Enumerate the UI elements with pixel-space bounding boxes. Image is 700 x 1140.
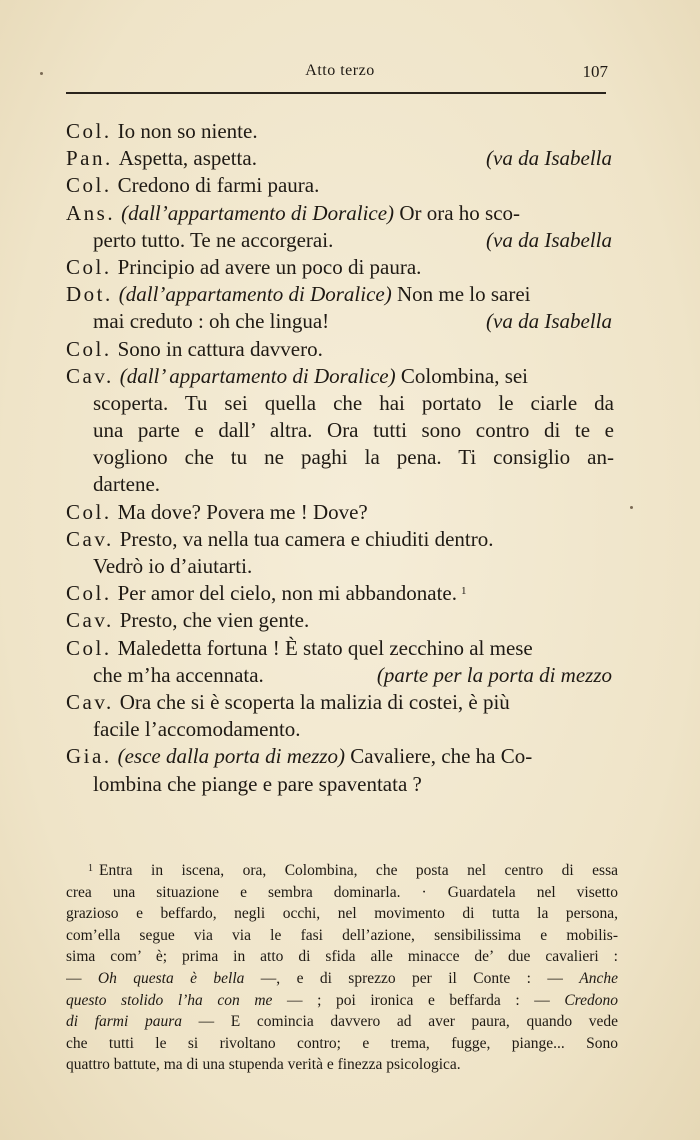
line-text: Cavaliere, che ha Co- — [345, 744, 533, 769]
dialogue-text — [66, 118, 614, 798]
line-text: Non me lo sarei — [391, 282, 531, 307]
line-text: Presto, che vien gente. — [119, 608, 310, 633]
speaker-name: Col. — [66, 499, 112, 524]
speaker-name: Col. — [66, 581, 112, 606]
dialogue-line — [66, 390, 614, 417]
dialogue-line — [66, 281, 614, 308]
line-text: Credono di farmi paura. — [117, 173, 320, 198]
footnote-text: quattro battute, ma di una stupenda verità e finezza psicologica. — [66, 1056, 461, 1074]
stage-direction: (dall’appartamento di Doralice) — [118, 282, 392, 307]
speaker-name: Col. — [66, 635, 112, 660]
dialogue-line — [66, 172, 614, 199]
running-title: Atto terzo — [305, 62, 375, 79]
line-text: scoperta. Tu sei quella che hai portato le ciarle da — [93, 390, 614, 415]
speaker-name: Gia. — [66, 744, 112, 769]
line-text: perto tutto. Te ne accorgerai. — [93, 227, 334, 252]
line-text: Or ora ho sco- — [394, 200, 521, 225]
footnote-line — [66, 990, 618, 1012]
stage-direction: (dall’appartamento di Doralice) — [121, 200, 395, 225]
footnote-line — [66, 1033, 618, 1055]
dialogue-line — [66, 200, 614, 227]
footnote-reference: 1 — [461, 585, 467, 598]
line-text: dartene. — [93, 472, 161, 497]
speaker-name: Col. — [66, 254, 112, 279]
speaker-name: Cav. — [66, 526, 114, 551]
header-rule — [66, 92, 606, 94]
line-text: Presto, va nella tua camera e chiuditi dentro. — [119, 526, 494, 551]
page-number: 107 — [582, 62, 608, 81]
exit-direction: (va da Isabella — [486, 227, 612, 252]
footnote-line — [66, 860, 618, 882]
footnote-line — [66, 882, 618, 904]
dialogue-line — [66, 254, 614, 281]
footnote-text: sima com’ è; prima in atto di sfida alle minacce de’ due cavalieri : — [66, 948, 618, 966]
line-text: Colombina, sei — [395, 363, 529, 388]
dialogue-line — [66, 417, 614, 444]
dialogue-line — [66, 363, 614, 390]
dialogue-line — [66, 444, 614, 471]
dialogue-line — [66, 499, 614, 526]
speaker-name: Dot. — [66, 282, 113, 307]
dialogue-line — [66, 553, 614, 580]
dialogue-line — [66, 118, 614, 145]
quoted-line: di farmi paura — [66, 1013, 182, 1031]
line-text: Ma dove? Povera me ! Dove? — [117, 499, 368, 524]
line-text: Aspetta, aspetta. — [118, 146, 257, 171]
quoted-line: Anche — [579, 969, 618, 987]
footnote-line — [66, 925, 618, 947]
footnote-line — [66, 1011, 618, 1033]
footnote-text: — ; poi ironica e beffarda : — — [272, 991, 565, 1009]
footnote-line — [66, 903, 618, 925]
line-text: facile l’accomodamento. — [93, 717, 301, 742]
dialogue-line — [66, 771, 614, 798]
speaker-name: Ans. — [66, 200, 116, 225]
speaker-name: Cav. — [66, 689, 114, 714]
line-text: lombina che piange e pare spaventata ? — [93, 771, 422, 796]
line-text: Principio ad avere un poco di paura. — [117, 254, 422, 279]
footnote-text: grazioso e beffardo, negli occhi, nel movimento di tutta la persona, — [66, 905, 618, 923]
page-header — [66, 62, 614, 86]
speaker-name: Cav. — [66, 363, 114, 388]
dialogue-line — [66, 526, 614, 553]
dialogue-line — [66, 227, 614, 254]
line-text: che m’ha accennata. — [93, 662, 264, 687]
line-text: Per amor del cielo, non mi abbandonate. — [117, 581, 457, 606]
speaker-name: Col. — [66, 119, 112, 143]
footnote-text: — E comincia davvero ad aver paura, quando vede — [181, 1013, 618, 1031]
quoted-line: Credono — [564, 991, 618, 1009]
footnote-text: — — [66, 969, 98, 987]
line-text: Maledetta fortuna ! È stato quel zecchino al mese — [117, 635, 533, 660]
footnote-line — [66, 968, 618, 990]
line-text: Ora che si è scoperta la malizia di costei, è più — [119, 689, 510, 714]
dialogue-line — [66, 580, 614, 607]
dialogue-line — [66, 689, 614, 716]
footnote-line — [66, 946, 618, 968]
footnote-text: com’ella segue via via le fasi dell’azione, sensibilissima e mobilis- — [66, 926, 618, 944]
speaker-name: Col. — [66, 336, 112, 361]
speaker-name: Pan. — [66, 146, 113, 171]
footnote-text: che tutti le si rivoltano contro; e trema, fugge, piange... Sono — [66, 1034, 618, 1052]
stage-direction: (esce dalla porta di mezzo) — [117, 744, 346, 769]
line-text: Vedrò io d’aiutarti. — [93, 554, 253, 578]
dialogue-line — [66, 336, 614, 363]
quoted-line: Oh questa è bella — [97, 969, 245, 987]
line-text: vogliono che tu ne paghi la pena. Ti consiglio an- — [93, 445, 614, 470]
line-text: una parte e dall’ altra. Ora tutti sono contro di te e — [93, 418, 614, 443]
dialogue-line — [66, 662, 614, 689]
line-text: Sono in cattura davvero. — [117, 336, 323, 361]
dialogue-line — [66, 145, 614, 172]
quoted-line: questo stolido l’ha con me — [66, 991, 273, 1009]
dialogue-line — [66, 635, 614, 662]
dialogue-line — [66, 716, 614, 743]
line-text: mai creduto : oh che lingua! — [93, 309, 330, 334]
dialogue-line — [66, 743, 614, 770]
dialogue-line — [66, 471, 614, 498]
paper-speck — [630, 506, 633, 509]
footnote-mark: 1 — [88, 863, 93, 874]
exit-direction: (parte per la porta di mezzo — [376, 662, 612, 687]
dialogue-line — [66, 607, 614, 634]
footnote-text: —, e di sprezzo per il Conte : — — [244, 969, 580, 987]
speaker-name: Cav. — [66, 608, 114, 633]
line-text: Io non so niente. — [117, 119, 258, 143]
stage-direction: (dall’ appartamento di Doralice) — [119, 363, 396, 388]
speaker-name: Col. — [66, 173, 112, 198]
paper-speck — [40, 72, 43, 75]
exit-direction: (va da Isabella — [486, 146, 612, 171]
footnote-text: crea una situazione e sembra dominarla. · Guardatela nel visetto — [66, 883, 618, 901]
footnote — [66, 860, 618, 1076]
dialogue-line — [66, 308, 614, 335]
footnote-line — [66, 1054, 618, 1076]
footnote-text: Entra in iscena, ora, Colombina, che posta nel centro di essa — [99, 862, 618, 879]
exit-direction: (va da Isabella — [486, 309, 612, 334]
